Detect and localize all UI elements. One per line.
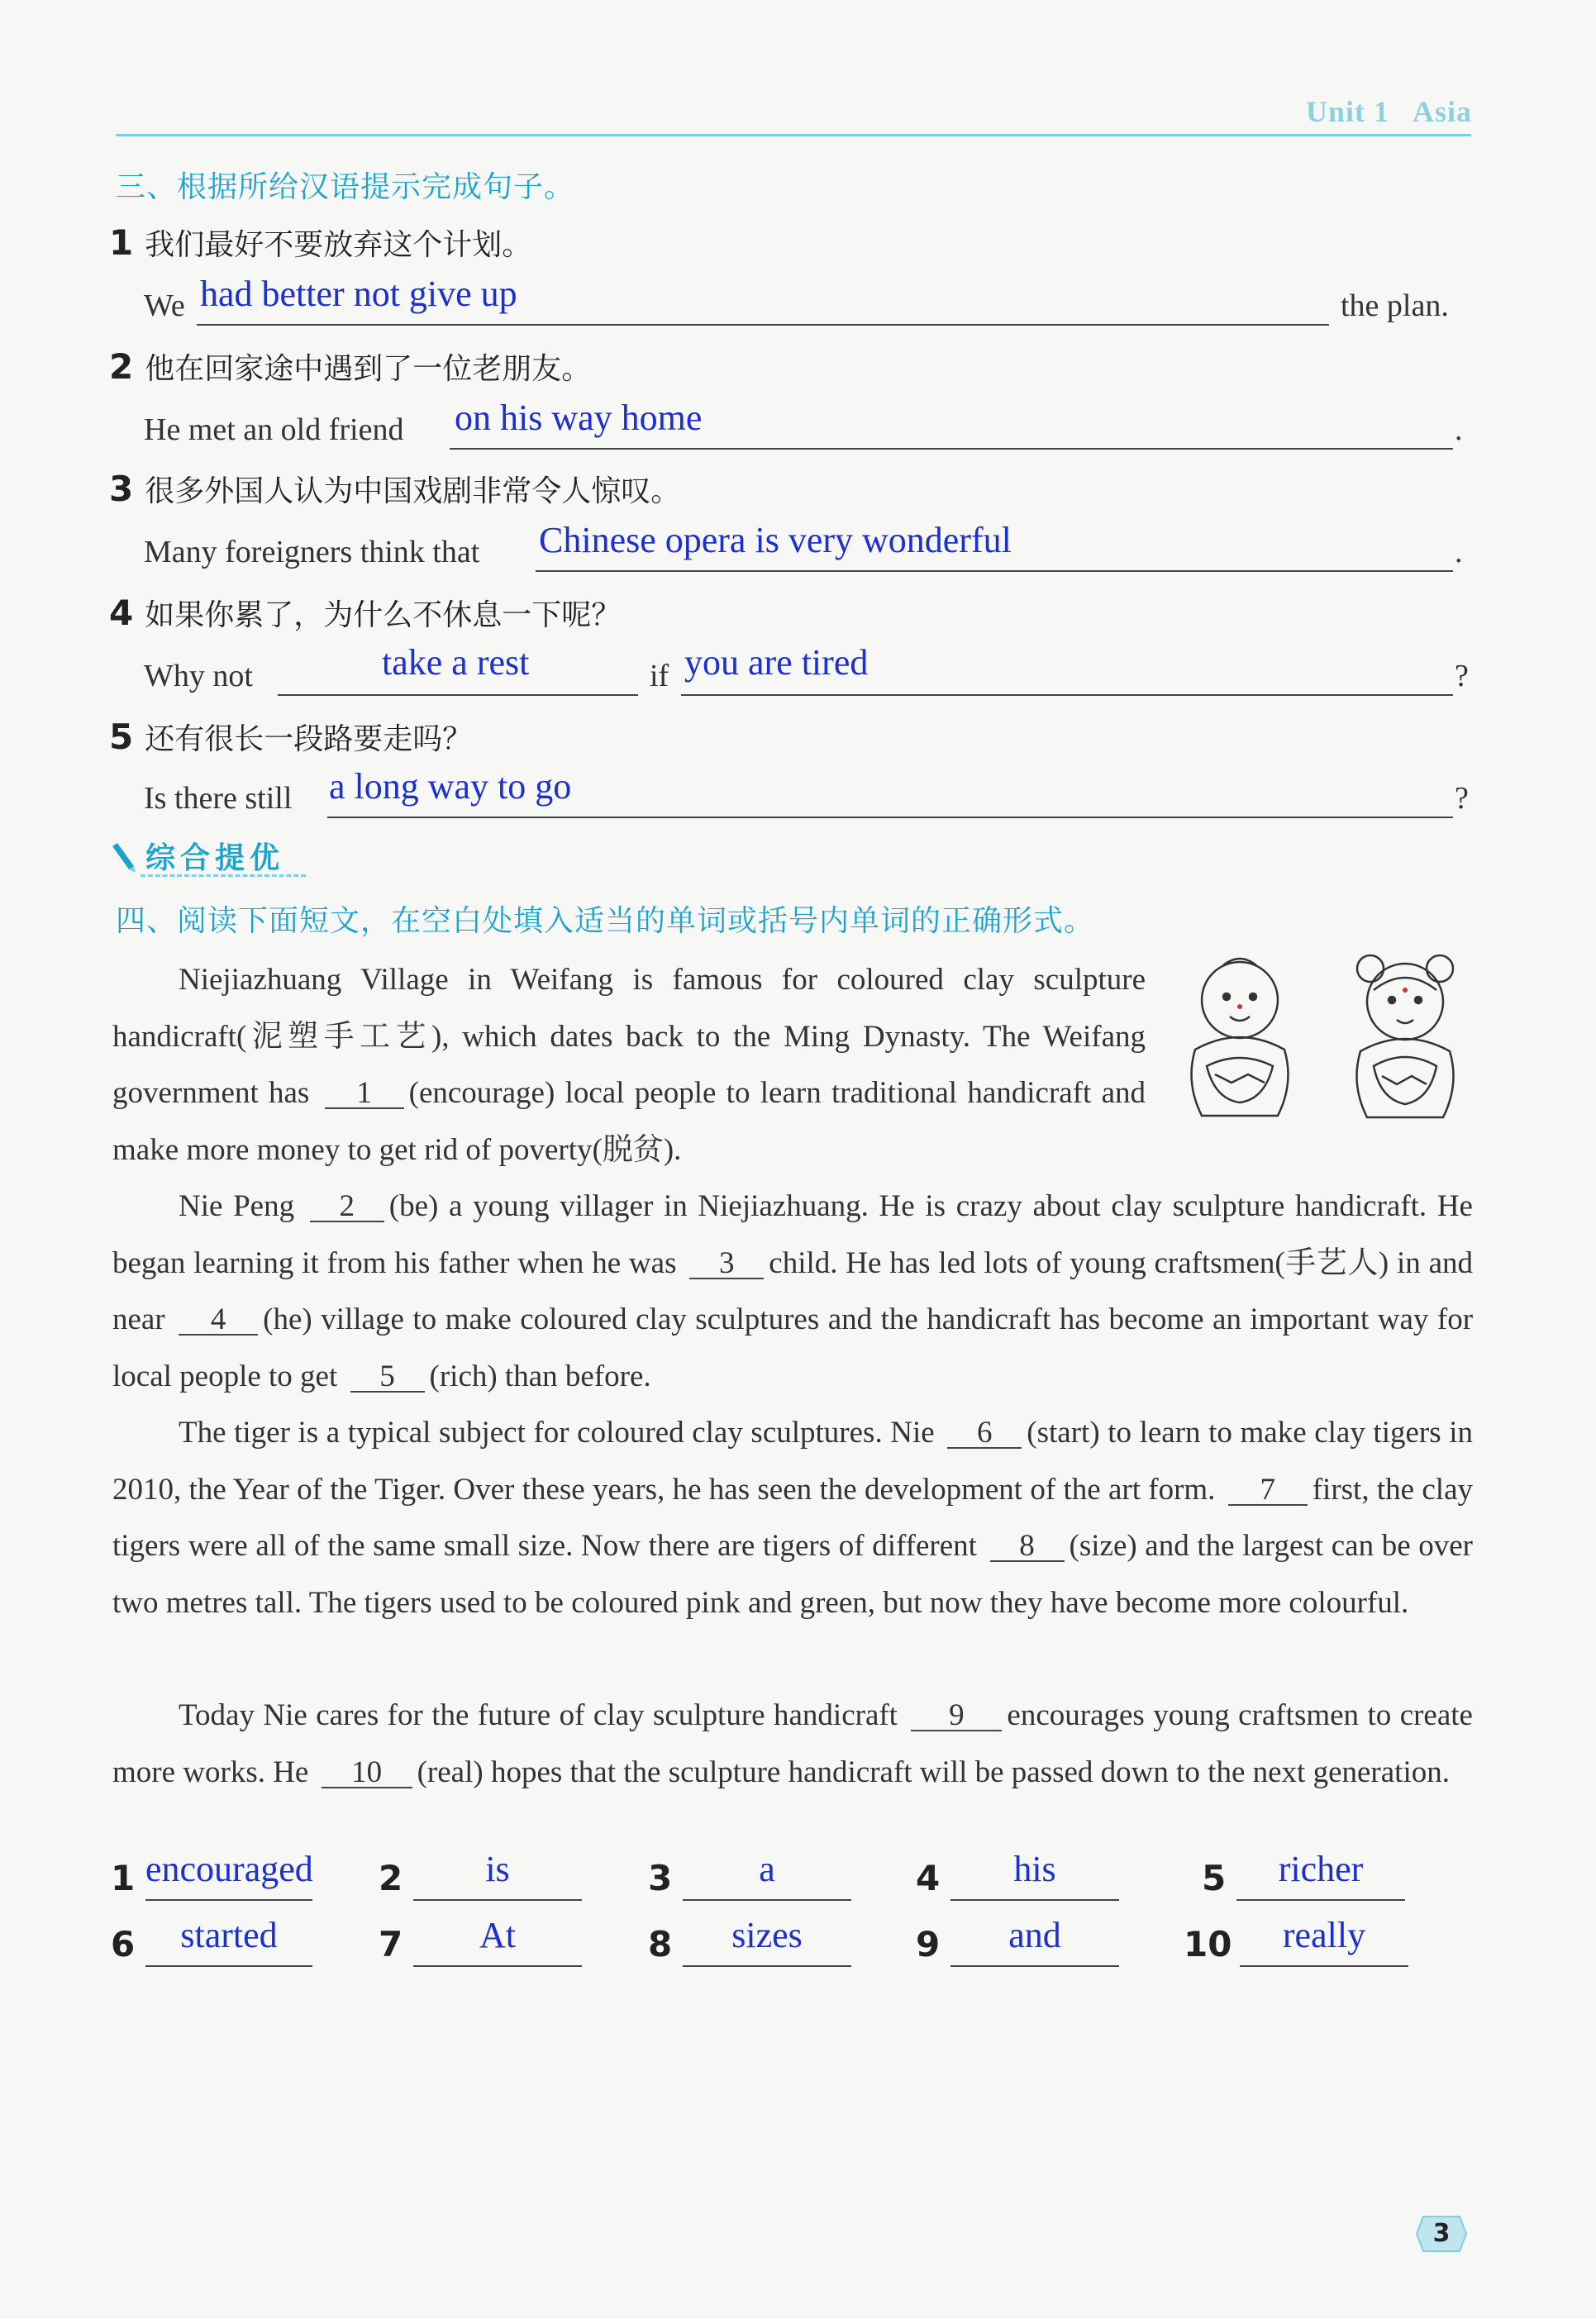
answer-3: a [759, 1849, 775, 1889]
question-text: 如果你累了，为什么不休息一下呢？ [145, 598, 622, 632]
question-number: 4 [109, 593, 134, 633]
p2-text-c: child. He has led lots of young craftsmen(手艺人) in and near [112, 1245, 1473, 1336]
p3-text-c: first, the clay tigers were all of the same small size. Now there are tigers of different [112, 1472, 1473, 1563]
answer-number: 3 [648, 1858, 673, 1898]
q4-suffix: ? [1455, 659, 1469, 693]
p2-text-b: (be) a young villager in Niejiazhuang. He is crazy about clay sculpture handicraft. He began learning it from his father when he was [112, 1189, 1473, 1280]
answer-number: 5 [1202, 1858, 1227, 1898]
p1-text-b: (encourage) local people to learn traditional handicraft and make more money to get rid of poverty(脱贫). [112, 1076, 1146, 1167]
answer-number: 9 [916, 1924, 941, 1964]
gap-5: 5 [350, 1363, 425, 1393]
answer-9: and [1008, 1915, 1061, 1955]
gap-8: 8 [990, 1532, 1065, 1562]
pencil-icon [109, 841, 137, 874]
question-4-chinese [109, 592, 621, 634]
answer-10: really [1282, 1915, 1366, 1955]
answer-line [145, 1899, 312, 1901]
q4-blank-1 [278, 694, 638, 696]
answer-line [683, 1965, 851, 1967]
answer-number: 10 [1184, 1924, 1232, 1964]
q1-answer: had better not give up [200, 274, 517, 314]
q5-suffix: ? [1455, 781, 1469, 816]
answer-line [1236, 1899, 1405, 1901]
q3-blank [536, 570, 1453, 572]
p3-text-a: The tiger is a typical subject for coloured clay sculptures. Nie [179, 1416, 935, 1450]
q2-suffix: . [1455, 412, 1463, 447]
passage-paragraph-1 [112, 952, 1146, 1179]
answer-number: 7 [379, 1924, 403, 1964]
q1-blank [197, 324, 1329, 326]
unit-topic: Asia [1412, 95, 1472, 128]
answer-7: At [479, 1915, 516, 1955]
q2-answer: on his way home [455, 398, 703, 438]
answer-line [683, 1899, 851, 1901]
question-1-chinese [109, 221, 531, 264]
answer-number: 6 [111, 1924, 136, 1964]
q4-answer-2: you are tired [684, 642, 869, 683]
passage-paragraph-3 [112, 1405, 1473, 1631]
p1-text-a: Niejiazhuang Village in Weifang is famous for coloured clay sculpture handicraft(泥塑手工艺), which dates back to the Ming Dynasty. The Weifang government has [112, 963, 1146, 1110]
gap-1: 1 [325, 1079, 404, 1109]
p3-text-d: (size) and the largest can be over two metres tall. The tigers used to be coloured pink and green, but now they have become more colourful. [112, 1529, 1473, 1620]
gap-2: 2 [310, 1193, 384, 1222]
gap-4: 4 [179, 1306, 258, 1336]
q3-answer: Chinese opera is very wonderful [539, 520, 1012, 560]
section-3-title: 三、根据所给汉语提示完成句子。 [116, 170, 575, 204]
question-number: 2 [109, 346, 134, 387]
p4-text-b: encourages young craftsmen to create more works. He [112, 1698, 1473, 1789]
question-5-chinese [109, 716, 472, 758]
q3-prefix: Many foreigners think that [144, 535, 480, 569]
answer-number: 4 [916, 1858, 941, 1898]
answer-8: sizes [731, 1915, 803, 1955]
header-unit-label [1306, 94, 1472, 129]
q4-blank-2 [681, 694, 1453, 696]
answer-5: richer [1278, 1849, 1364, 1889]
page-number: 3 [1432, 2219, 1451, 2248]
answer-2: is [485, 1849, 510, 1889]
q2-prefix: He met an old friend [144, 412, 404, 447]
question-text: 很多外国人认为中国戏剧非常令人惊叹。 [145, 474, 681, 508]
gap-10: 10 [322, 1759, 412, 1788]
gap-3: 3 [689, 1250, 764, 1279]
q5-blank [327, 817, 1453, 818]
p2-text-a: Nie Peng [179, 1189, 295, 1223]
banner-title: 综合提优 [145, 841, 285, 875]
q1-suffix: the plan. [1341, 288, 1449, 323]
q4-answer-1: take a rest [382, 642, 530, 683]
p4-text-a: Today Nie cares for the future of clay sculpture handicraft [179, 1698, 898, 1732]
q5-answer: a long way to go [329, 766, 572, 807]
q1-prefix: We [144, 288, 185, 323]
passage-paragraph-2 [112, 1179, 1473, 1405]
question-number: 3 [109, 469, 134, 509]
gap-9: 9 [911, 1702, 1002, 1731]
section-4-title: 四、阅读下面短文，在空白处填入适当的单词或括号内单词的正确形式。 [116, 904, 1095, 938]
banner-underline [141, 874, 306, 877]
gap-7: 7 [1228, 1476, 1308, 1506]
question-number: 1 [109, 222, 134, 263]
answer-number: 8 [648, 1924, 673, 1964]
answer-line [950, 1965, 1119, 1967]
q4-prefix: Why not [144, 659, 253, 693]
question-text: 他在回家途中遇到了一位老朋友。 [145, 352, 592, 386]
q5-prefix: Is there still [144, 781, 293, 816]
answer-line [950, 1899, 1119, 1901]
question-number: 5 [109, 717, 134, 757]
p2-text-d: (he) village to make coloured clay sculptures and the handicraft has become an important way for local people to get [112, 1302, 1474, 1393]
question-2-chinese [109, 345, 591, 388]
question-text: 我们最好不要放弃这个计划。 [145, 228, 532, 262]
question-3-chinese [109, 468, 680, 510]
question-text: 还有很长一段路要走吗？ [145, 722, 473, 756]
passage-paragraph-4 [112, 1688, 1473, 1801]
q4-middle: if [650, 659, 669, 693]
gap-6: 6 [947, 1419, 1022, 1449]
clay-dolls-illustration [1165, 950, 1479, 1124]
answer-line [1240, 1965, 1408, 1967]
answer-line [413, 1965, 582, 1967]
answer-6: started [180, 1915, 278, 1955]
answer-number: 1 [111, 1858, 136, 1898]
answer-1: encouraged [145, 1849, 313, 1889]
answer-4: his [1013, 1849, 1056, 1889]
p2-text-e: (rich) than before. [429, 1359, 651, 1393]
answer-line [413, 1899, 582, 1901]
q2-blank [450, 448, 1453, 450]
unit-number: Unit 1 [1305, 95, 1389, 128]
q3-suffix: . [1455, 535, 1463, 569]
p3-text-b: (start) to learn to make clay tigers in 2010, the Year of the Tiger. Over these years, he has seen the development of the art form. [112, 1416, 1473, 1507]
p4-text-c: (real) hopes that the sculpture handicraft will be passed down to the next generation. [417, 1755, 1450, 1789]
header-rule [116, 134, 1471, 136]
answer-number: 2 [379, 1858, 403, 1898]
answer-line [145, 1965, 312, 1967]
